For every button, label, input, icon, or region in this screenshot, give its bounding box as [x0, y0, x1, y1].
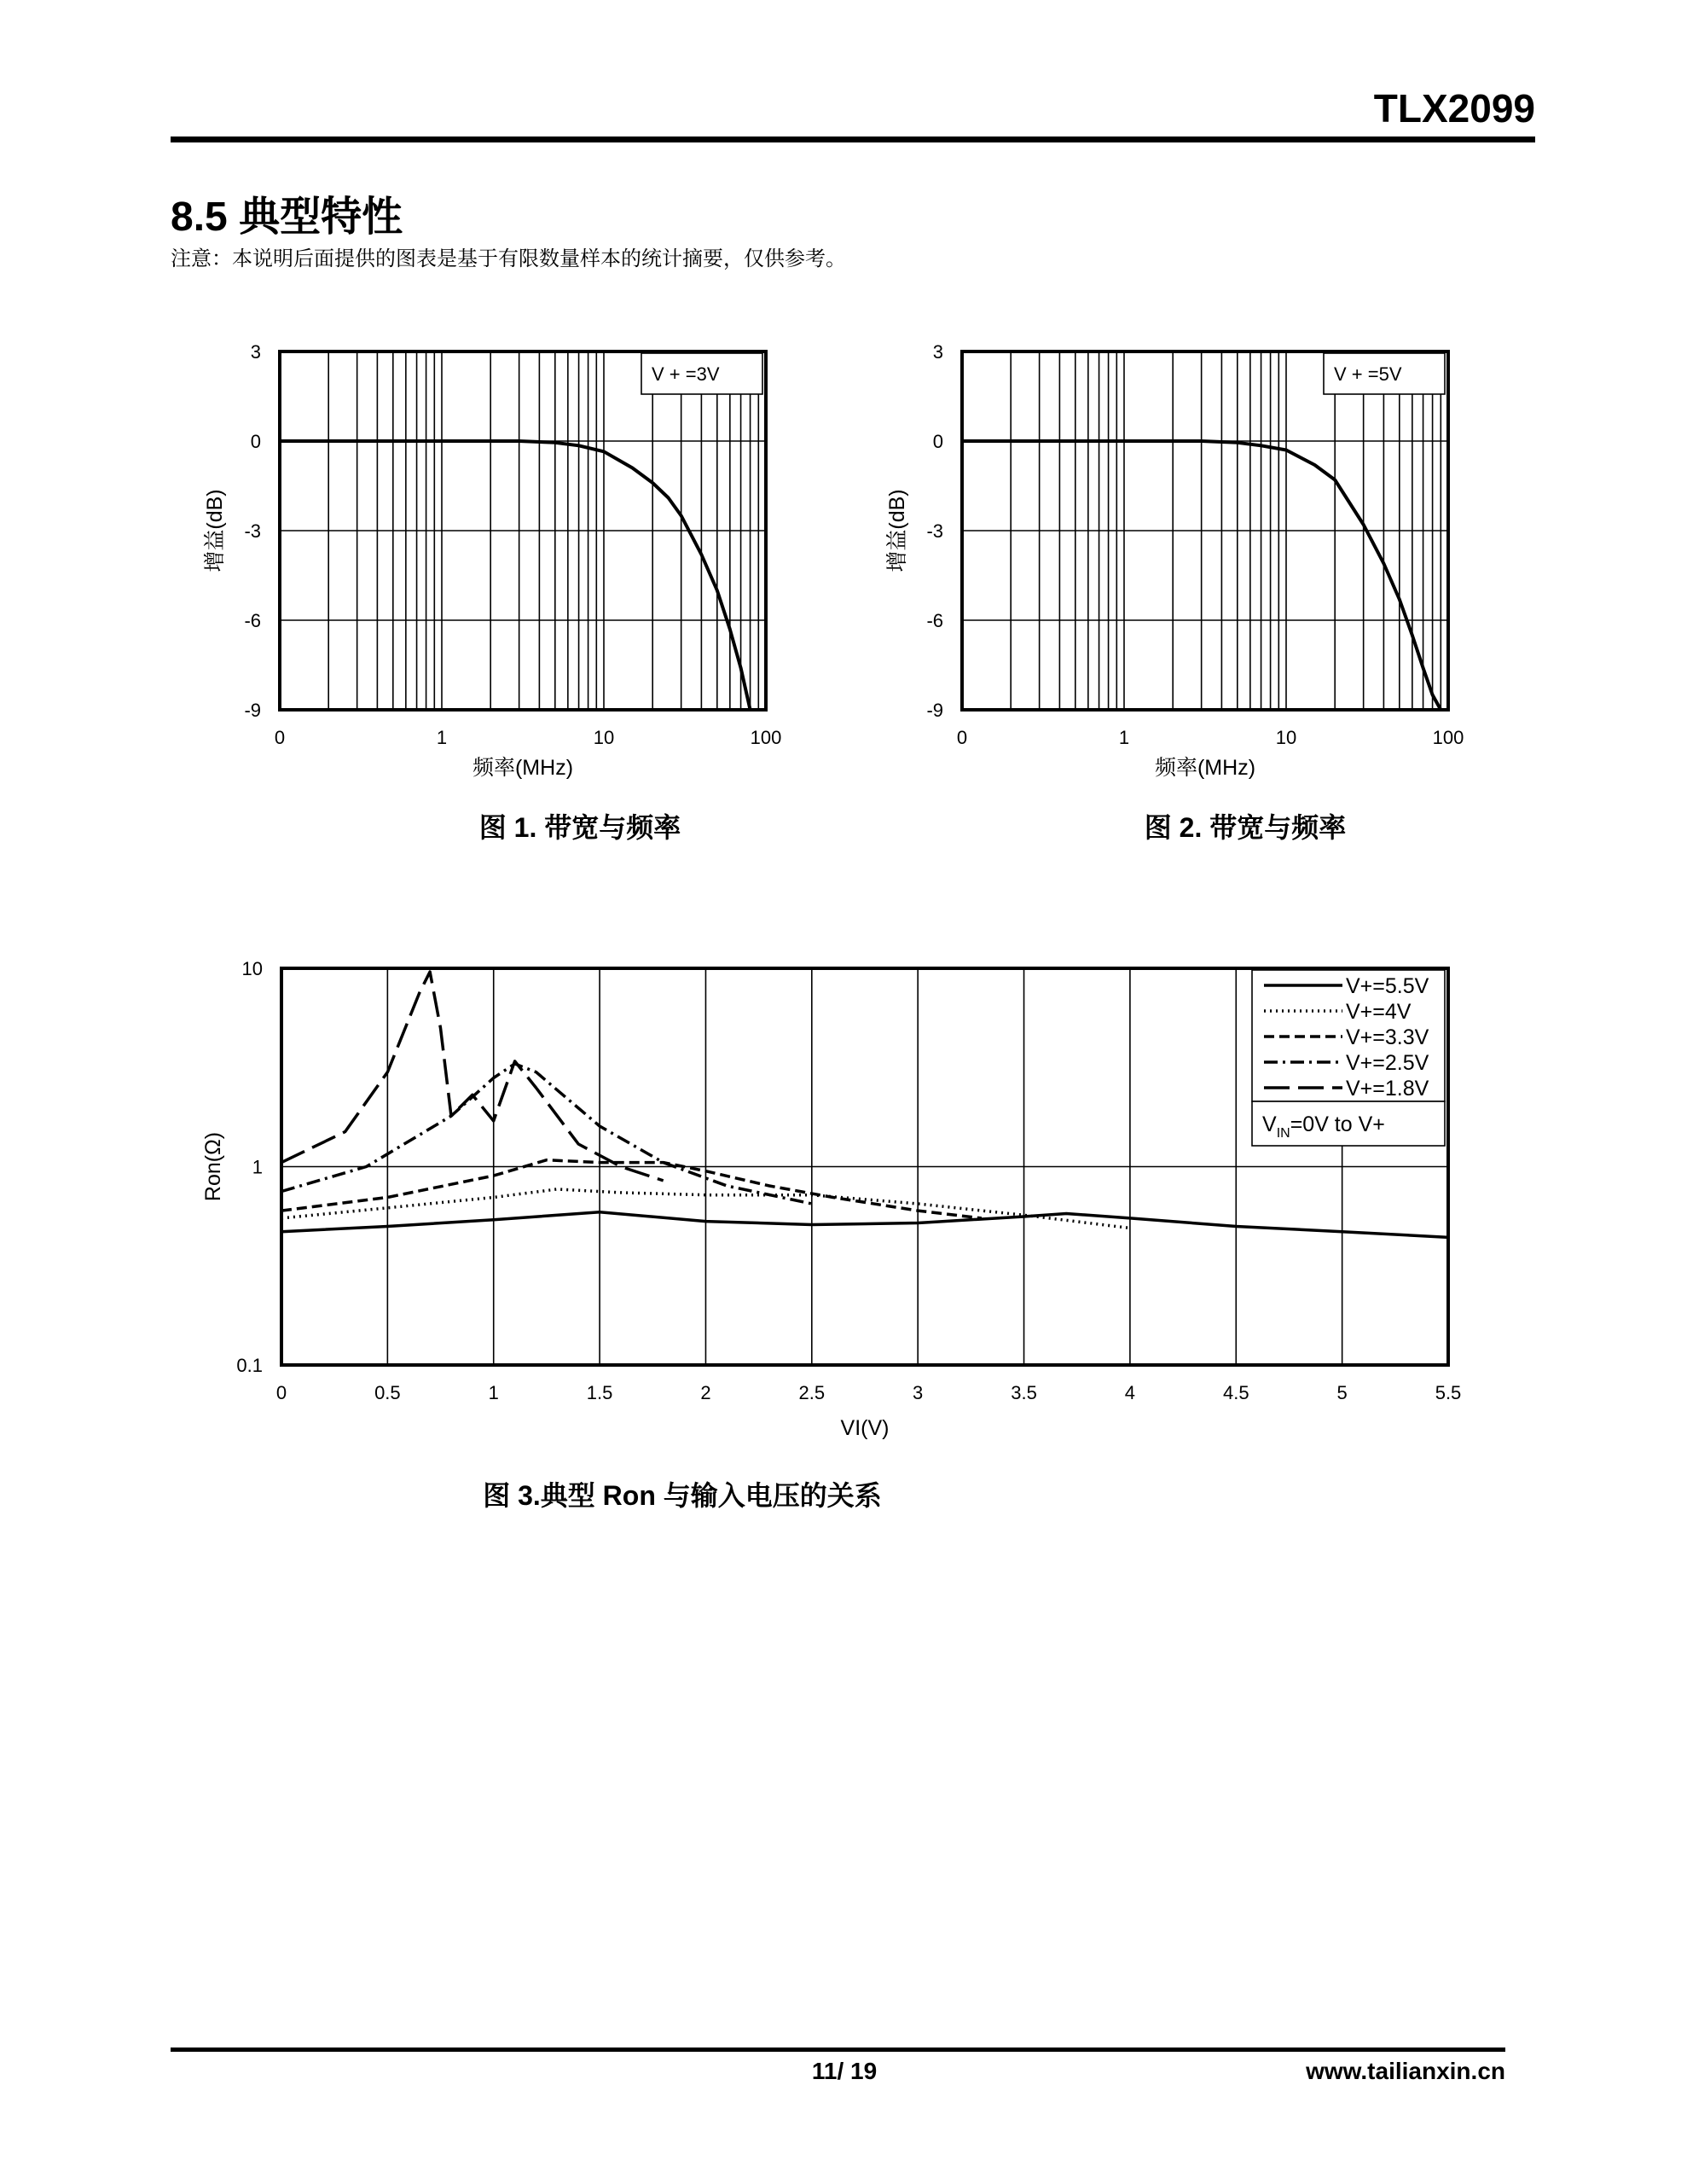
- x-axis-label: 频率(MHz): [1154, 756, 1256, 780]
- x-tick-label: 0: [274, 727, 286, 748]
- section-title: 8.5 典型特性: [171, 195, 403, 240]
- x-tick-label: 1: [1118, 727, 1130, 748]
- x-tick-label: 0: [275, 1382, 287, 1403]
- caption-figure-2: 图 2. 带宽与频率: [1144, 812, 1347, 843]
- annotation-text: $V_{IN}=0V$ to V+: [1262, 1112, 1385, 1141]
- x-tick-label: 10: [593, 727, 615, 748]
- y-tick-label: 3: [932, 341, 943, 363]
- x-tick-label: 1.5: [586, 1382, 613, 1403]
- legend-label: V+=4V: [1346, 1000, 1412, 1024]
- website-link[interactable]: www.tailianxin.cn: [1306, 2058, 1505, 2084]
- y-tick-label: 10: [241, 958, 263, 979]
- x-tick-label: 100: [750, 727, 782, 748]
- series-line-5: [281, 972, 664, 1181]
- y-tick-label: 0: [932, 431, 943, 452]
- series-line-4: [281, 1064, 812, 1204]
- x-tick-label: 3: [913, 1382, 924, 1403]
- y-tick-label: -3: [926, 520, 943, 542]
- y-tick-label: -9: [926, 700, 943, 721]
- x-tick-label: 4.5: [1222, 1382, 1249, 1403]
- x-tick-label: 10: [1275, 727, 1297, 748]
- legend-label: V + =3V: [652, 363, 720, 385]
- legend-label: V+=3.3V: [1346, 1025, 1429, 1049]
- legend: [1252, 970, 1445, 1101]
- series-line-1: [281, 1212, 1448, 1238]
- x-axis-label: 频率(MHz): [472, 756, 574, 780]
- legend-label: V+=1.8V: [1346, 1077, 1429, 1101]
- x-tick-label: 3.5: [1011, 1382, 1037, 1403]
- vin-annotation: [1252, 1101, 1445, 1146]
- x-tick-label: 1: [488, 1382, 499, 1403]
- caption-figure-1: 图 1. 带宽与频率: [478, 812, 681, 843]
- section-note: 注意：本说明后面提供的图表是基于有限数量样本的统计摘要，仅供参考。: [171, 247, 846, 270]
- y-axis-label: 增益(dB): [203, 489, 227, 572]
- x-tick-label: 5: [1336, 1382, 1348, 1403]
- y-axis-label: 增益(dB): [885, 489, 909, 572]
- x-tick-label: 0.5: [374, 1382, 401, 1403]
- series-line-gain: [280, 441, 751, 710]
- y-axis-label: Ron(Ω): [201, 1131, 225, 1202]
- y-tick-label: 0.1: [236, 1355, 263, 1376]
- x-tick-label: 1: [436, 727, 448, 748]
- grid-lines: [962, 351, 1448, 710]
- chart-bandwidth-3v: [171, 333, 802, 810]
- chart-bandwidth-5v: [853, 333, 1484, 810]
- legend-label: V + =5V: [1334, 363, 1402, 385]
- legend-label: V+=2.5V: [1346, 1051, 1429, 1075]
- footer-rule: [171, 2048, 1505, 2052]
- document-title: TLX2099: [1373, 86, 1535, 131]
- legend-label: V+=5.5V: [1346, 974, 1429, 998]
- y-tick-label: 0: [250, 431, 261, 452]
- legend: [1324, 353, 1445, 394]
- caption-figure-3: 图 3.典型 Ron 与输入电压的关系: [483, 1480, 882, 1511]
- header-rule: [171, 136, 1535, 142]
- y-tick-label: -6: [244, 610, 261, 631]
- x-tick-label: 4: [1124, 1382, 1136, 1403]
- y-tick-label: -3: [244, 520, 261, 542]
- y-tick-label: -9: [244, 700, 261, 721]
- page-number: 11/ 19: [811, 2058, 878, 2084]
- y-tick-label: 1: [252, 1156, 263, 1178]
- chart-ron-vs-vin: [171, 947, 1501, 1459]
- x-axis-label: VI(V): [840, 1416, 890, 1440]
- y-tick-label: 3: [250, 341, 261, 363]
- x-tick-label: 5.5: [1435, 1382, 1462, 1403]
- x-tick-label: 100: [1432, 727, 1464, 748]
- grid-lines: [280, 351, 766, 710]
- x-tick-label: 2: [700, 1382, 711, 1403]
- x-tick-label: 0: [956, 727, 968, 748]
- legend: [641, 353, 762, 394]
- x-tick-label: 2.5: [798, 1382, 826, 1403]
- y-tick-label: -6: [926, 610, 943, 631]
